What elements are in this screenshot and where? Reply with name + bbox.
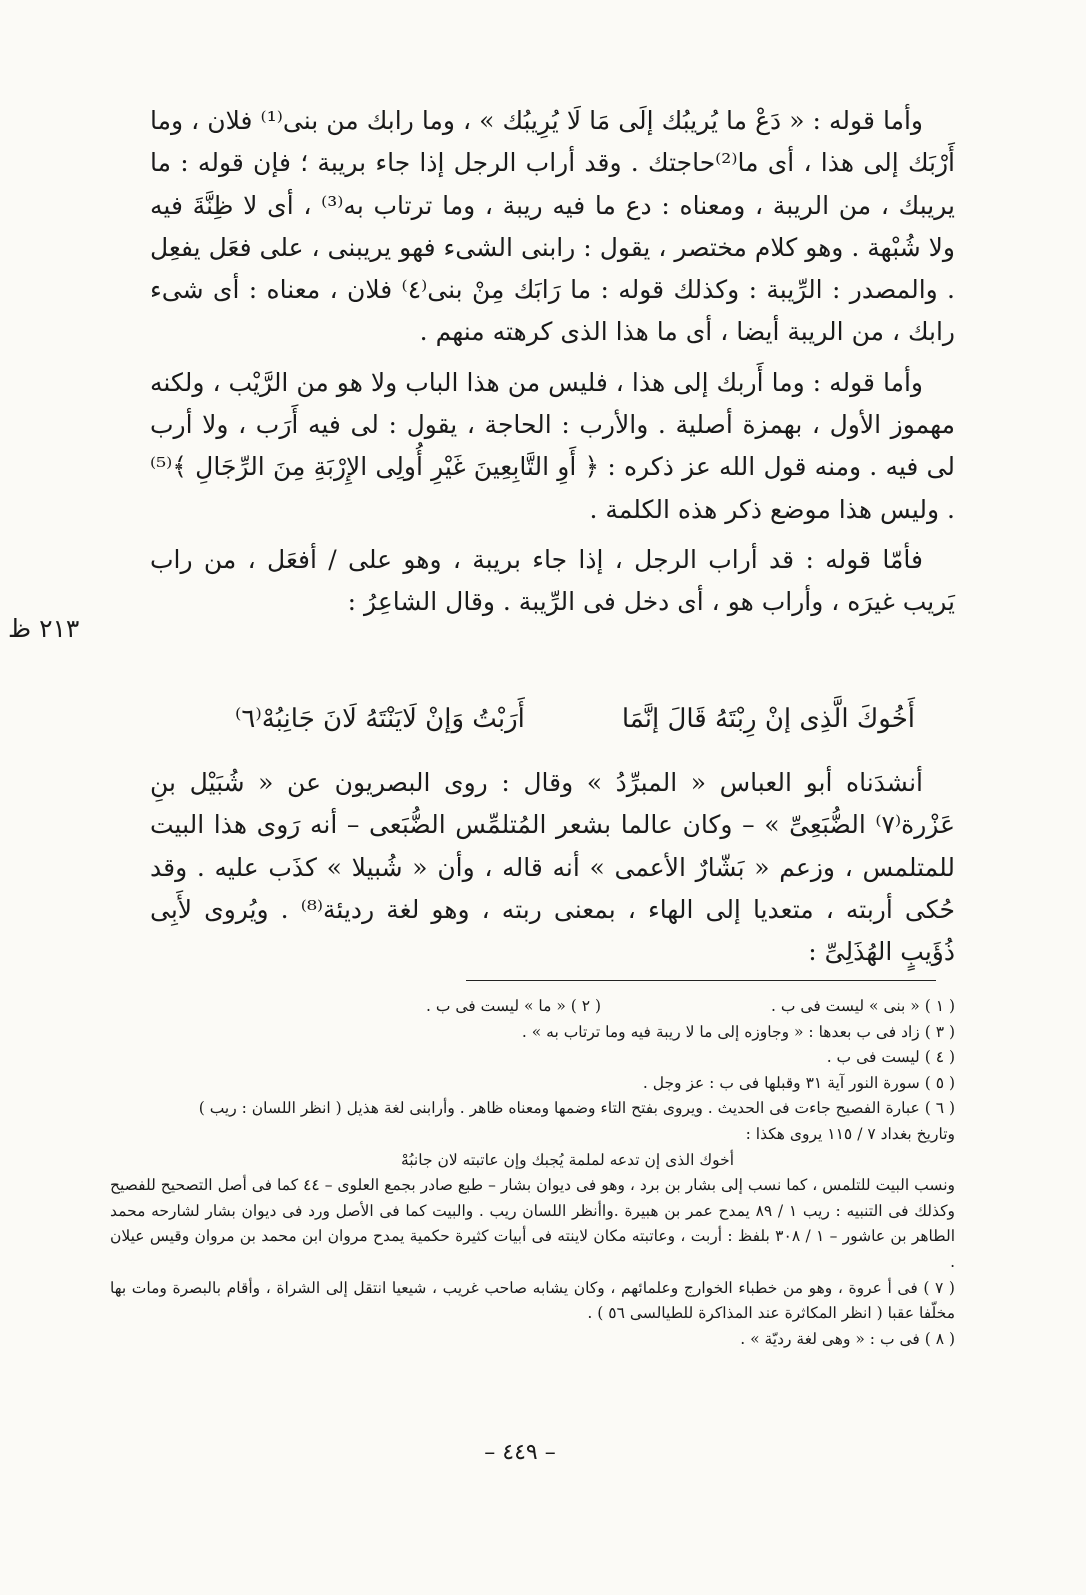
paragraph-1: وأما قوله : « دَعْ ما يُريبُك إلَى مَا لَا يُرِيبُك » ، وما رابك من بنى⁽¹⁾ فلان ، وما أَرْبَك إلى هذا ، أى ما⁽²⁾حاجتك . وقد أراب الرجل إذا جاء بريبة ؛ فإن قوله : ما يريبك ، من الريبة ، ومعناه : دع ما فيه ريبة ، وما ترتاب به⁽³⁾ ، أى لا ظِنَّةَ فيه ولا شُبْهة . وهو كلام مختصر ، يقول : رابنى الشىء فهو يريبنى ، على فعَل يفعِل . والمصدر : الرِّيبة : وكذلك قوله : ما رَابَك مِنْ بنى⁽٤⁾ فلان ، معناه : أى شىء رابك ، من الريبة أيضا ، أى ما هذا الذى كرهته منهم . [150,106,955,347]
paragraph-2: وأما قوله : وما أَربك إلى هذا ، فليس من هذا الباب ولا هو من الرَّيْب ، ولكنه مهموز الأول ، بهمزة أصلية . والأرب : الحاجة ، يقول : لى فيه أَرَب ، ولا أرب لى فيه . ومنه قول الله عز ذكره : ﴿ أَوِ التَّابِعِينَ غَيْرِ أُولِى الإِرْبَةِ مِنَ الرِّجَالِ ﴾⁽⁵⁾ . وليس هذا موضع ذكر هذه الكلمة . [150,367,955,524]
footnote-6: ( ٦ ) عبارة الفصيح جاءت فى الحديث . ويروى بفتح التاء وضمها ومعناه ظاهر . وأرابنى لغة هذيل ( انظر اللسان : ريب ) [198,1099,955,1118]
main-text-block-2 [150,762,955,973]
footnote-1: ( ١ ) « بنى » ليست فى ب . [771,997,955,1015]
footnote-divider [466,980,936,981]
verse-first-hemistich: أَخُوكَ الَّذِى إنْ رِبْتَهُ قَالَ إنَّمَا [621,704,915,734]
footnote-6-details: ونسب البيت للتلمس ، كما نسب إلى بشار بن برد ، وهو فى ديوان بشار – طبع صادر بجمع العلوى – ٤٤ كما فى أصل التصحيح للفصيح وكذلك فى التنبيه : ريب ١ / ٨٩ يمدح عمر بن هبيرة .واأنظر اللسان ريب . والبيت كما فى الأصل ورد فى ديوان بشار لشارحه محمد الطاهر بن عاشور – ١ / ٣٠٨ بلفظ : أربت ، وعاتبته مكان لاينته فى أبيات كثيرة حكمية يمدح مروان ابن محمد بن مروان وقيس عيلان . [110,1176,956,1271]
footnote-6-continued: وتاريخ بغداد ٧ / ١١٥ يروى هكذا : [745,1124,955,1143]
footnote-8: ( ٨ ) فى ب : « وهى لغة رديّة » . [740,1329,955,1348]
main-text-block [150,100,955,624]
paragraph-4: أنشدَناه أبو العباس « المبرِّدُ » وقال : روى البصريون عن « شُبَيْل بنِ عَزْرة⁽٧⁾ الضُّبَعِىِّ » – وكان عالما بشعر المُتلمِّس الضُّبَعى – أنه رَوى هذا البيت للمتلمس ، وزعم « بَشّارٌ الأعمى » أنه قاله ، وأن « شُبيلا » كذَب عليه . وقد حُكى أربته ، متعديا إلى الهاء ، بمعنى ربته ، وهو لغة رديئة⁽⁸⁾ . ويُروى لأَبِى ذُؤَيبٍ الهُذَلِىِّ : [150,768,955,967]
paragraph-3: فأمّا قوله : قد أراب الرجل ، إذا جاء بريبة ، وهو على / أفعَل ، من راب يَريب غيرَه ، وأراب هو ، أى دخل فى الرِّيبة . وقال الشاعِرُ : [150,544,955,617]
footnote-5: ( ٥ ) سورة النور آية ٣١ وقبلها فى ب : عز وجل . [642,1073,955,1092]
margin-folio-note: ٢١٣ ظ [8,614,80,643]
footnote-row-1-2 [110,994,955,1020]
footnote-2: ( ٢ ) « ما » ليست فى ب . [425,997,602,1015]
footnote-7: ( ٧ ) فى أ عروة ، وهو من خطباء الخوارج وعلمائهم ، وكان يشابه صاحب غريب ، شيعيا انتقل إلى الشراة ، وأقام بالبصرة ومات بها مخلّفا عقبا ( انظر المكاثرة عند المذاكرة للطيالسى ٥٦ ) . [110,1278,955,1323]
footnote-4: ( ٤ ) ليست فى ب . [826,1048,955,1067]
footnote-3: ( ٣ ) زاد فى ب بعدها : « وجاوزه إلى ما لا ريبة فيه وما ترتاب به » . [521,1022,955,1041]
footnotes [110,994,955,1352]
page-number: – ٤٤٩ – [484,1440,556,1465]
verse-second-hemistich: أَرَبْتُ وَإنْ لَايَنْتَهُ لَانَ جَانِبُهْ⁽٦⁾ [235,704,525,734]
footnote-6-verse: أخوك الذى إن تدعه لملمة يُجبك وإن عاتبته لان جانبُهْ [400,1150,735,1169]
poem-verse [235,704,915,734]
